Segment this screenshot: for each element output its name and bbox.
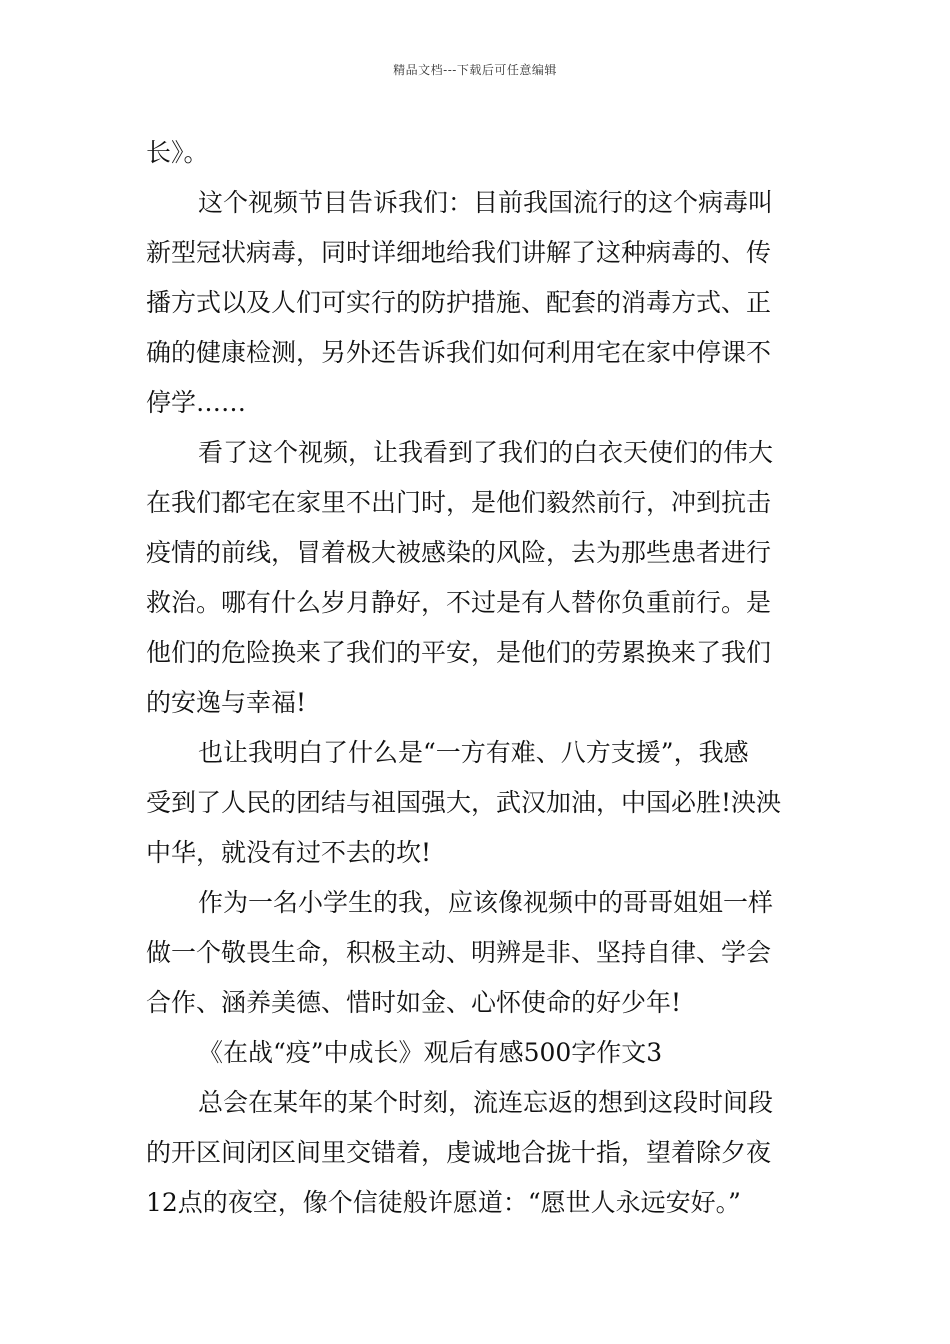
text-line: 确的健康检测，另外还告诉我们如何利用宅在家中停课不 — [146, 338, 772, 367]
text-line: 他们的危险换来了我们的平安，是他们的劳累换来了我们 — [146, 638, 772, 667]
text-line: 的开区间闭区间里交错着，虔诚地合拢十指，望着除夕夜 — [146, 1138, 772, 1167]
text-line: 受到了人民的团结与祖国强大，武汉加油，中国必胜!泱泱 — [146, 788, 782, 817]
page-header: 精品文档---下载后可任意编辑 — [393, 63, 557, 77]
text-line: 这个视频节目告诉我们：目前我国流行的这个病毒叫 — [198, 188, 774, 217]
text-line: 合作、涵养美德、惜时如金、心怀使命的好少年! — [146, 988, 682, 1017]
text-line: 也让我明白了什么是“一方有难、八方支援”，我感 — [198, 738, 749, 767]
text-line: 长》。 — [146, 138, 209, 167]
text-line: 作为一名小学生的我，应该像视频中的哥哥姐姐一样 — [198, 888, 774, 917]
text-line: 看了这个视频，让我看到了我们的白衣天使们的伟大 — [198, 438, 774, 467]
text-line: 做一个敬畏生命，积极主动、明辨是非、坚持自律、学会 — [146, 938, 772, 967]
text-line: 的安逸与幸福! — [146, 688, 307, 717]
section-heading: 《在战“疫”中成长》观后有感500字作文3 — [198, 1038, 663, 1067]
text-line: 救治。哪有什么岁月静好，不过是有人替你负重前行。是 — [146, 588, 772, 617]
text-line: 中华，就没有过不去的坎! — [146, 838, 432, 867]
text-line: 新型冠状病毒，同时详细地给我们讲解了这种病毒的、传 — [146, 238, 772, 267]
text-line: 播方式以及人们可实行的防护措施、配套的消毒方式、正 — [146, 288, 772, 317]
text-line: 疫情的前线，冒着极大被感染的风险，去为那些患者进行 — [146, 538, 772, 567]
document-body — [146, 128, 808, 1228]
text-line: 在我们都宅在家里不出门时，是他们毅然前行，冲到抗击 — [146, 488, 772, 517]
text-line: 总会在某年的某个时刻，流连忘返的想到这段时间段 — [198, 1088, 774, 1117]
text-line: 停学…… — [146, 388, 247, 417]
text-line: 12点的夜空，像个信徒般许愿道：“愿世人永远安好。” — [146, 1188, 741, 1217]
